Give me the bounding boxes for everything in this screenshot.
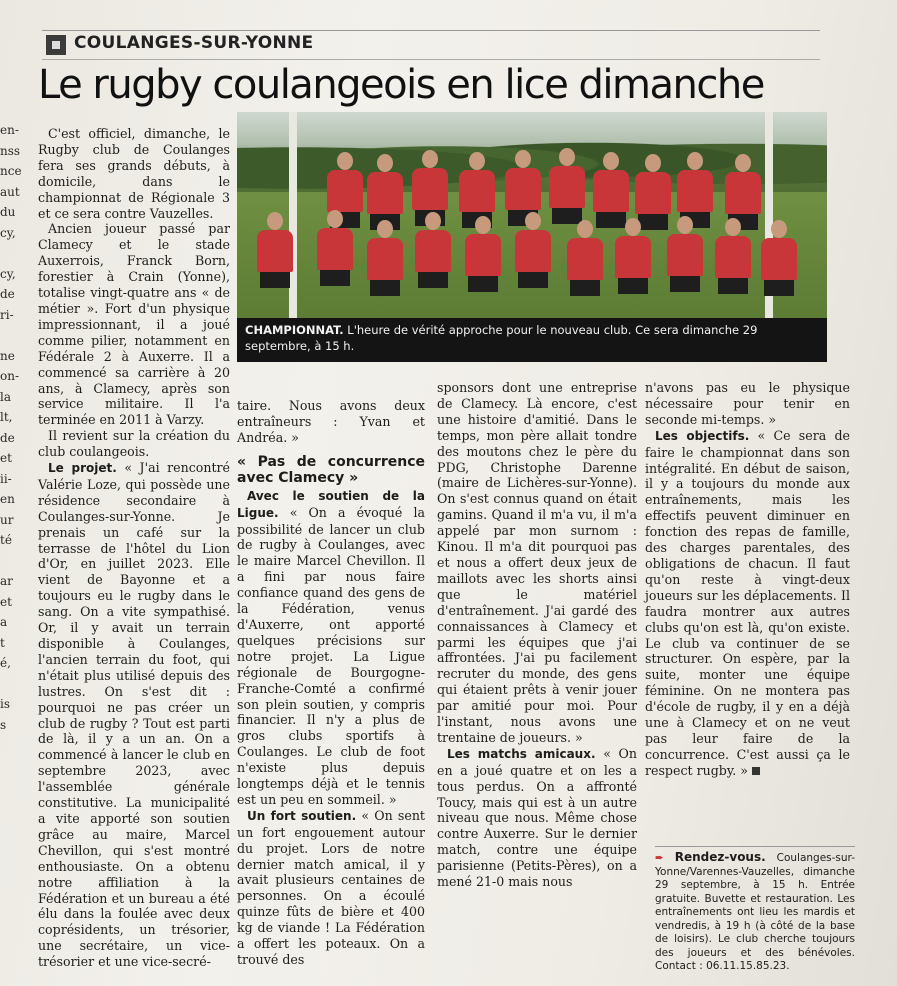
fragment-line: nce <box>0 164 22 178</box>
paragraph <box>237 808 425 968</box>
section-title: COULANGES-SUR-YONNE <box>74 33 314 53</box>
team-photo <box>237 112 827 330</box>
fragment-line: la <box>0 389 11 404</box>
lead-in: Les objectifs. <box>655 428 750 443</box>
headline: Le rugby coulangeois en lice dimanche <box>38 62 764 108</box>
paragraph: sponsors dont une entreprise de Clamecy. Là encore, c'est une histoire d'amitié. Dans le temps, mon père allait tondre des moutons chez le père du PDG, Christophe Darenne (maire de Lichères-sur-Yonne). On s'est connus quand on était gamins. Quand il m'a vu, il m'a appelé par mon surnom : Kinou. Il m'a dit pourquoi pas et nous a offert deux jeux de maillots avec les shorts ainsi que le matériel d'entraînement. J'ai gardé des connaissances à Clamecy et parmi les équipes que j'ai affrontées. J'ai pu facilement recruter du monde, des gens qui étaient prêts à venir jouer par amitié pour moi. Pour l'instant, nous avons une trentaine de joueurs. » <box>437 380 637 745</box>
article-column-1 <box>38 126 230 970</box>
fragment-line: aut <box>0 184 20 199</box>
fragment-line: is <box>0 697 10 711</box>
fragment-line: du <box>0 205 16 219</box>
fragment-line: de <box>0 430 15 445</box>
fragment-line: s <box>0 717 7 732</box>
paragraph <box>437 746 637 890</box>
player-figure <box>367 220 403 296</box>
fragment-line <box>0 325 28 346</box>
caption-label: CHAMPIONNAT. <box>245 323 344 337</box>
player-figure <box>615 218 651 294</box>
article-column-2 <box>237 398 425 968</box>
paragraph <box>237 488 425 808</box>
paragraph: Ancien joueur passé par Clamecy et le stade Auxerrois, Franck Born, forestier à Crain (Yonne), totalise vingt-quatre ans « de métier ». Fort d'un physique impressionnant, il a joué comme pilier, notamment en Fédérale 2 à Auxerre. Il a commencé sa carrière à 20 ans, à Clamecy, après son service militaire. Il l'a terminée en 2011 à Varzy. <box>38 221 230 428</box>
fragment-line: té <box>0 533 12 547</box>
subheading: « Pas de concurrence avec Clamecy » <box>237 453 425 486</box>
fragment-line: cy, <box>0 225 16 240</box>
fragment-line: a <box>0 615 8 629</box>
fragment-line: ur <box>0 512 14 527</box>
fragment-line: cy, <box>0 266 16 281</box>
paragraph-text: « J'ai rencontré Valérie Loze, qui possède une résidence secondaire à Coulanges-sur-Yonne. Je prenais un café sur la terrasse de l'hôtel du Lion d'Or, en juillet 2023. Elle vient de Bayonne et a toujours eu le rugby dans le sang. On a vite sympathisé. Or, il y avait un terrain disponible à Coulanges, l'ancien terrain du foot, qui n'était plus utilisé depuis des lustres. On s'est dit : pourquoi ne pas créer un club de rugby ? Tout est parti de là, il y a un an. On a commencé à lancer le club en septembre 2023, avec l'assemblée générale constitutive. La municipalité a vite apporté son soutien grâce au maire, Marcel Chevillon, qui s'est montré enthousiaste. On a obtenu notre affiliation à la Fédération et un bureau a été élu dans la foulée avec deux coprésidents, un trésorier, une secrétaire, un vice-trésorier et une vice-secré- <box>38 460 230 970</box>
fragment-line: et <box>0 451 12 465</box>
fragment-line: ii- <box>0 471 12 486</box>
fragment-line: t <box>0 635 5 650</box>
player-figure <box>549 148 585 224</box>
paragraph <box>38 460 230 970</box>
fragment-line <box>0 674 28 695</box>
lead-in: Le projet. <box>48 461 117 476</box>
section-square-icon <box>46 35 66 55</box>
paragraph <box>645 428 850 779</box>
player-figure <box>257 212 293 288</box>
article-column-3 <box>437 380 637 890</box>
fragment-line: ne <box>0 348 15 363</box>
player-figure <box>515 212 551 288</box>
info-label: Rendez-vous. <box>674 850 766 864</box>
fragment-line: nss <box>0 143 21 158</box>
player-figure <box>567 220 603 296</box>
arrow-icon: ➨ <box>655 852 664 864</box>
player-figure <box>465 216 501 292</box>
paragraph: C'est officiel, dimanche, le Rugby club de Coulanges fera ses grands débuts, à domicile, dans le championnat de Régionale 3 et ce sera contre Vauzelles. <box>38 126 230 221</box>
player-figure <box>593 152 629 228</box>
fragment-line: en- <box>0 123 19 137</box>
info-text: Coulanges-sur-Yonne/Varennes-Vauzelles, dimanche 29 septembre, à 15 h. Entrée gratuite. Buvette et restauration. Les entraînements ont lieu les mardis et vendredis, à 19 h (à côté de la base de loisirs). Le club cherche toujours des joueurs et des bénévoles. Contact : 06.11.15.85.23. <box>655 852 855 972</box>
paragraph-text: « On en a joué quatre et on les a tous perdus. On a affronté Toucy, mais qui est à un autre niveau que nous. Même chose contre Auxerre. Sur le dernier match, contre une équipe parisienne (Petits-Pères), on a mené 21-0 mais nous <box>437 745 637 890</box>
photo-caption <box>237 318 827 362</box>
paragraph: n'avons pas eu le physique nécessaire pour tenir en seconde mi-temps. » <box>645 380 850 427</box>
player-figure <box>367 154 403 230</box>
fragment-line: on- <box>0 369 20 383</box>
lead-in: Un fort soutien. <box>247 808 357 823</box>
info-box <box>655 846 855 974</box>
player-figure <box>415 212 451 288</box>
player-figure <box>761 220 797 296</box>
fragment-line: et <box>0 594 12 609</box>
fragment-line: é, <box>0 656 11 670</box>
end-mark-icon <box>752 767 760 775</box>
fragment-line <box>0 243 28 264</box>
fragment-line: en <box>0 492 15 506</box>
player-figure <box>667 216 703 292</box>
fragment-line: ri- <box>0 307 14 322</box>
lead-in: Les matchs amicaux. <box>447 746 596 761</box>
paragraph-text: « On sent un fort engouement autour du projet. Lors de notre dernier match amical, il y avait plusieurs centaines de personnes. On a écoulé quinze fûts de bière et 400 kg de viande ! La Fédération a offert les poteaux. On a trouvé des <box>237 807 425 967</box>
paragraph: taire. Nous avons deux entraîneurs : Yvan et Andréa. » <box>237 398 425 445</box>
fragment-line: ar <box>0 574 13 588</box>
fragment-line: de <box>0 287 15 301</box>
fragment-line: lt, <box>0 410 13 424</box>
fragment-line <box>0 551 28 572</box>
article-column-4 <box>645 380 850 779</box>
paragraph-text: « On a évoqué la possibilité de lancer un club de rugby à Coulanges, avec le maire Marcel Chevillon. Il a fini par nous faire confiance quand des gens de la Fédération, venus d'Auxerre, ont apporté quelques précisions sur notre projet. La Ligue régionale de Bourgogne-Franche-Comté a confirmé son plein soutien, y compris financier. Il n'y a plus de gros clubs sportifs à Coulanges. Le club de foot n'existe plus depuis longtemps déjà et le tennis est un peu en sommeil. » <box>237 504 425 807</box>
player-figure <box>715 218 751 294</box>
adjacent-column-fragment <box>0 120 28 732</box>
paragraph-text: « Ce sera de faire le championnat dans son intégralité. En début de saison, il y a toujours du monde aux entraînements, mais les effectifs peuvent diminuer en fonction des repas de famille, des charges parentales, des obligations de chacun. Il faut qu'on reste à vingt-deux joueurs sur les déplacements. Il faudra montrer aux autres clubs qu'on est là, qu'on existe. Le club va continuer de se structurer. On espère, par la suite, monter une équipe féminine. On ne montera pas d'école de rugby, il y en a déjà une à Clamecy et on ne veut pas leur faire de la concurrence. C'est aussi ça le respect rugby. » <box>645 427 850 778</box>
paragraph: Il revient sur la création du club coulangeois. <box>38 428 230 460</box>
section-bar <box>42 30 820 60</box>
lead-in: Avec le soutien de la Ligue. <box>237 488 425 520</box>
caption-text: L'heure de vérité approche pour le nouveau club. Ce sera dimanche 29 septembre, à 15 h. <box>245 323 758 353</box>
player-figure <box>317 210 353 286</box>
